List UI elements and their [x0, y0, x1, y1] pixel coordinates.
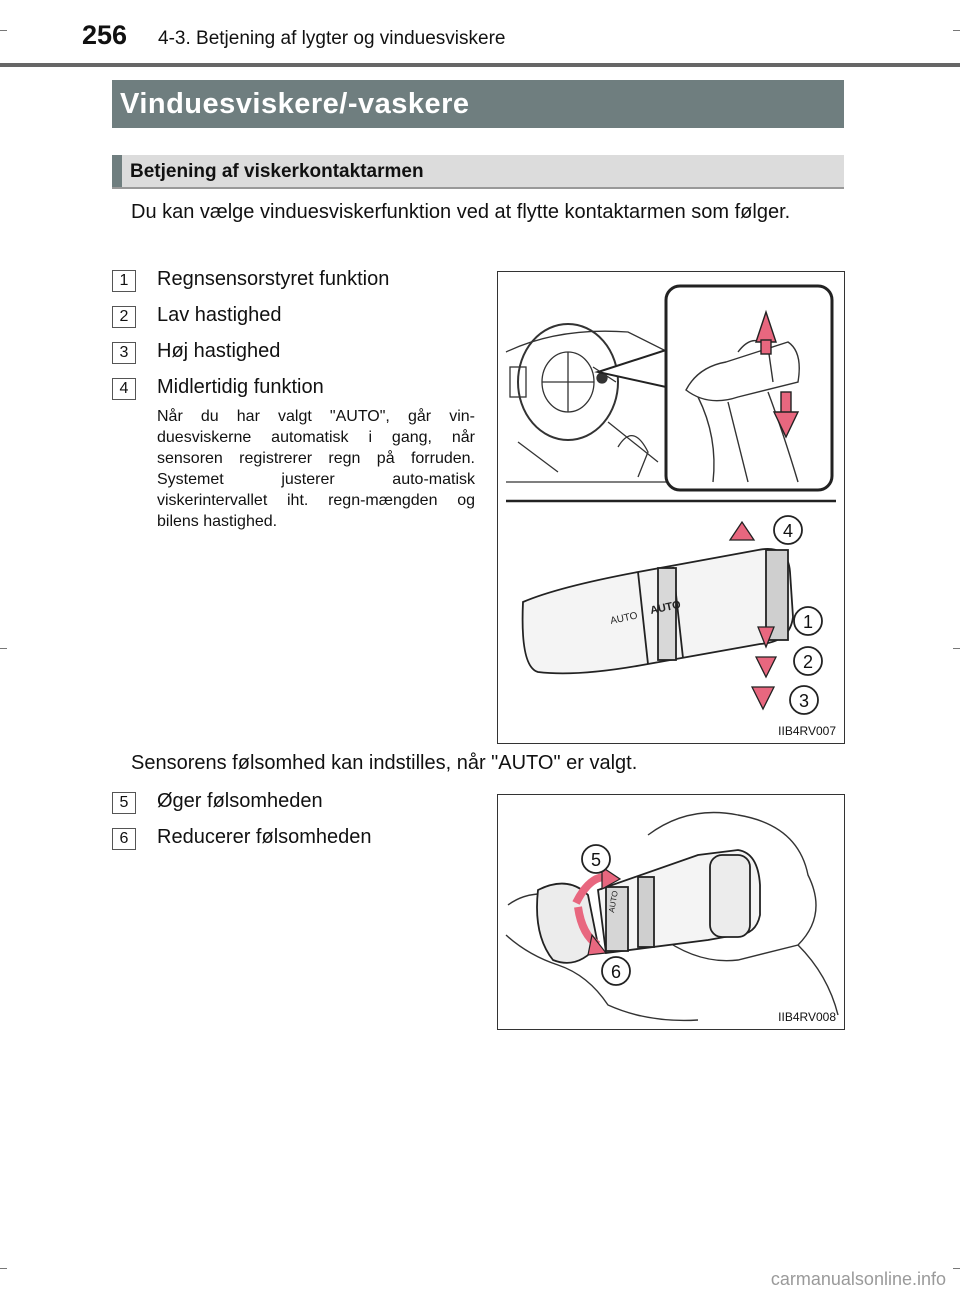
- item-label: Lav hastighed: [157, 304, 282, 326]
- wiper-lever-illustration: [498, 272, 844, 743]
- subheading-text: Betjening af viskerkontaktarmen: [130, 161, 424, 182]
- auto-note: Når du har valgt "AUTO", går vin-duesviskerne automatisk i gang, når sensoren registrerer regn på forruden. Systemet justerer auto-matisk viskerintervallet iht. regn-mængden og bilens hastighed.: [157, 408, 475, 530]
- item-label: Øger følsomheden: [157, 790, 323, 812]
- figure-code: IIB4RV007: [778, 724, 836, 738]
- ring-auto-label: AUTO: [607, 890, 620, 914]
- subheading-bar: [112, 155, 844, 189]
- item-number-badge: 1: [112, 270, 136, 292]
- figure-code: IIB4RV008: [778, 1010, 836, 1024]
- item-label: Midlertidig funktion: [157, 376, 324, 398]
- callout-5: 5: [590, 850, 602, 870]
- item-label: Høj hastighed: [157, 340, 281, 362]
- figure-sensitivity-ring: [497, 794, 845, 1030]
- item-label: Regnsensorstyret funktion: [157, 268, 390, 290]
- watermark: carmanualsonline.info: [770, 1269, 946, 1289]
- sensitivity-ring-illustration: [498, 795, 844, 1029]
- crop-mark: [953, 648, 960, 649]
- item-number-badge: 2: [112, 306, 136, 328]
- callout-3: 3: [798, 691, 810, 711]
- lever-auto-ring-label: AUTO: [649, 598, 682, 617]
- figure-wiper-lever: [497, 271, 845, 744]
- crop-mark: [0, 1268, 7, 1269]
- callout-4: 4: [782, 521, 794, 541]
- item-number-badge: 4: [112, 378, 136, 400]
- subheading-accent: [112, 155, 122, 187]
- callout-1: 1: [802, 612, 814, 632]
- item-number-badge: 3: [112, 342, 136, 364]
- page-number: 256: [82, 20, 128, 50]
- crop-mark: [953, 1268, 960, 1269]
- crop-mark: [0, 648, 7, 649]
- section-title: Vinduesviskere/-vaskere: [112, 80, 844, 128]
- callout-2: 2: [802, 652, 814, 672]
- sensitivity-paragraph: Sensorens følsomhed kan indstilles, når "AUTO" er valgt.: [131, 752, 638, 774]
- item-number-badge: 5: [112, 792, 136, 814]
- callout-6: 6: [610, 962, 622, 982]
- crop-mark: [0, 30, 7, 31]
- chapter-title: 4-3. Betjening af lygter og vinduesviskere: [158, 28, 506, 49]
- crop-mark: [953, 30, 960, 31]
- header-rule: [0, 63, 960, 67]
- lever-auto-label: AUTO: [609, 610, 639, 627]
- item-label: Reducerer følsomheden: [157, 826, 372, 848]
- item-number-badge: 6: [112, 828, 136, 850]
- intro-paragraph: Du kan vælge vinduesviskerfunktion ved at flytte kontaktarmen som følger.: [131, 201, 791, 223]
